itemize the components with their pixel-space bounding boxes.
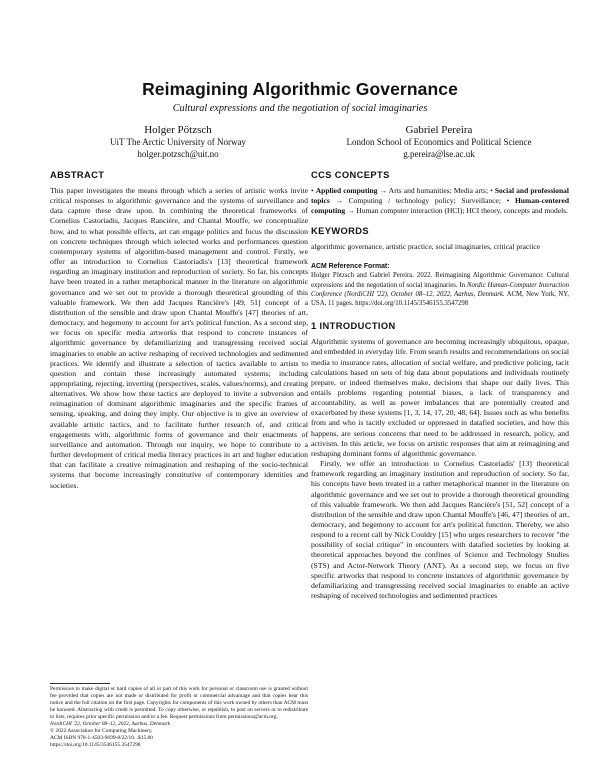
author-block-2 <box>309 125 569 160</box>
ccs-heading: CCS CONCEPTS <box>311 170 390 180</box>
author-affiliation: UiT The Arctic University of Norway <box>110 136 246 147</box>
paper-title: Reimagining Algorithmic Governance <box>142 79 458 99</box>
left-column <box>50 170 308 491</box>
author-block-1 <box>48 125 308 160</box>
citation-proceedings: Nordic Human-Computer Interaction Conference (NordiCHI '22), October 08–12, 2022, Aarhus, Denmark. <box>311 281 569 298</box>
right-column <box>311 170 569 601</box>
acm-reference-heading: ACM Reference Format: <box>311 263 390 271</box>
doi-line: https://doi.org/10.1145/3546155.3547298 <box>50 742 141 749</box>
ccs-term: Human-centered computing <box>311 196 569 216</box>
abstract-heading: ABSTRACT <box>50 170 105 180</box>
permission-text: Permission to make digital or hard copies of all or part of this work for personal or classroom use is granted without fee provided that copies are not made or distributed for profit or commercial advantage and that copies bear this notice and the full citation on the first page. Copyrights for components of this work owned by others than ACM must be honored. Abstracting with credit is permitted. To copy otherwise, or republish, to post on servers or to redistribute to lists, requires prior specific permission and/or a fee. Request permissions from permissions@acm.org. <box>50 686 308 721</box>
paper-subtitle: Cultural expressions and the negotiation of social imaginaries <box>172 103 428 114</box>
isbn-line: ACM ISBN 978-1-4503-9699-8/22/10...$15.00 <box>50 735 154 742</box>
author-email: holger.potzsch@uit.no <box>137 148 219 159</box>
ccs-term: Social and professional topics <box>311 186 569 206</box>
acm-reference-citation <box>311 271 569 308</box>
acm-reference <box>311 262 569 308</box>
introduction-heading: 1 INTRODUCTION <box>311 321 396 332</box>
permission-notice <box>50 686 308 749</box>
introduction-paragraph: Algorithmic systems of governance are becoming increasingly ubiquitous, opaque, and embedded in everyday life. From search results and recommendations on social media to insurance rates, allocation of social welfare, and predictive policing, tacit calculations based on sets of big data about populations and individuals routinely prepare, or indeed themselves make, decisions that shape our daily lives. This entails problems regarding potential biases, a lack of transparency and accountability, as well as power imbalances that are potentially created and exacerbated by these systems [1, 3, 14, 17, 20, 48, 64]. Issues such as who benefits from and who is tacitly excluded or oppressed in datafied societies, and how this happens, are serious concerns that need to be addressed in research, policy, and activism. In this article, we focus on artistic responses that aim at reimagining and reshaping dominant forms of algorithmic governance. <box>311 337 569 458</box>
author-email: g.pereira@lse.ac.uk <box>403 148 475 159</box>
keywords-text: algorithmic governance, artistic practice, social imaginaries, critical practice <box>311 242 541 252</box>
keywords-heading: KEYWORDS <box>311 226 369 237</box>
citation-end: ACM, New York, NY, USA, 11 pages. https://doi.org/10.1145/3546155.3547298 <box>311 290 569 307</box>
ccs-term: Applied computing <box>315 186 378 195</box>
introduction-paragraph: Firstly, we offer an introduction to Cornelius Castoriadis' [13] theoretical framework regarding an imaginary institution and reproduction of society. So far, his concepts have been treated in a rather metaphorical manner in the literature on algorithmic governance and we set out to provide a thorough theoretical grounding of this valuable framework. We then add Jacques Rancière's [51, 52] concept of a distribution of the sensible and draw upon Chantal Mouffe's [46, 47] theories of art, democracy, and hegemony to account for art's political function. Thereby, we also respond to a recent call by Nick Couldry [15] who urges researchers to recover "the possibility of social critique" in encounters with datafied societies by looking at theoretical approaches beyond the confines of Science and Technology Studies (STS) and Actor-Network Theory (ANT). As a second step, we focus on five specific artworks that respond to concrete instances of algorithmic governance by defamiliarizing and transgressing received social imaginaries to enable an active reshaping of received technologies and sedimented practices <box>311 459 569 601</box>
author-name: Gabriel Pereira <box>405 124 473 136</box>
copyright-line: © 2022 Association for Computing Machinery. <box>50 728 153 735</box>
author-affiliation: London School of Economics and Political Science <box>346 136 532 147</box>
footnote-rule <box>50 683 110 684</box>
citation-start: Holger Pötzsch and Gabriel Pereira. 2022. Reimagining Algorithmic Governance: Cultural expressions and the negotiation of social imaginaries. In <box>311 272 569 289</box>
abstract-text: This paper investigates the means through which a series of artistic works invite critical responses to algorithmic governance and the systems of surveillance and data capture these draw upon. In combining the theoretical frameworks of Cornelius Castoriadis, Jacques Rancière, and Chantal Mouffe, we conceptualize how, and to what possible effects, art can engage politics and focus the discussion on concrete techniques through which selected works and performances question contemporary systems of algorithm-based management and control. Firstly, we offer an introduction to Cornelius Castoriadis's [13] theoretical framework regarding an imaginary institution and reproduction of society. So far, his concepts have been treated in a rather metaphorical manner in the literature on algorithmic governance and we set out to provide a thorough theoretical grounding of this valuable framework. We then add Jacques Rancière's [49, 51] concept of a distribution of the sensible and draw upon Chantal Mouffe's [47] theories of art, democracy, and hegemony to account for art's political function. As a second step, we focus on specific media artworks that respond to concrete instances of algorithmic governance by defamiliarizing and transgressing received social imaginaries to enable an active reshaping of received technologies and sedimented practices. We identify and illustrate a selection of tactics available to artists to question and contain these increasingly automated systems; including appropriating, rejecting, inverting (perspectives, scales, values/norms), and creating alternatives. We show how these tactics are deployed to invite a subversion and reimagination of dominant algorithmic imaginaries and the specific frames of sensing, speaking, and doing they imply. Our objective is to give an overview of available artistic tactics, and to facilitate further research of, and critical engagements with, algorithmic forms of governance and their enactments of surveillance and automation. Through our inquiry, we hope to contribute to a further development of critical media literacy practices in art and higher education that can facilitate a creative reimagination and reshaping of the socio-technical systems that become increasingly constitutive of contemporary identities and societies. <box>50 186 308 490</box>
ccs-concepts: • Applied computing → Arts and humanities; Media arts; • Social and professional topics → Computing / technology policy; Surveillance; • Human-centered computing → Human computer interaction (HCI); HCI theory, concepts and models. <box>311 186 569 216</box>
ccs-description: → Computing / technology policy; Surveillance; <box>329 196 507 206</box>
ccs-description: → Arts and humanities; Media arts; <box>377 186 491 195</box>
ccs-description: → Human computer interaction (HCI); HCI theory, concepts and models. <box>345 206 568 216</box>
author-name: Holger Pötzsch <box>144 124 212 136</box>
venue-line: NordiCHI '22, October 08–12, 2022, Aarhus, Denmark <box>50 721 171 728</box>
